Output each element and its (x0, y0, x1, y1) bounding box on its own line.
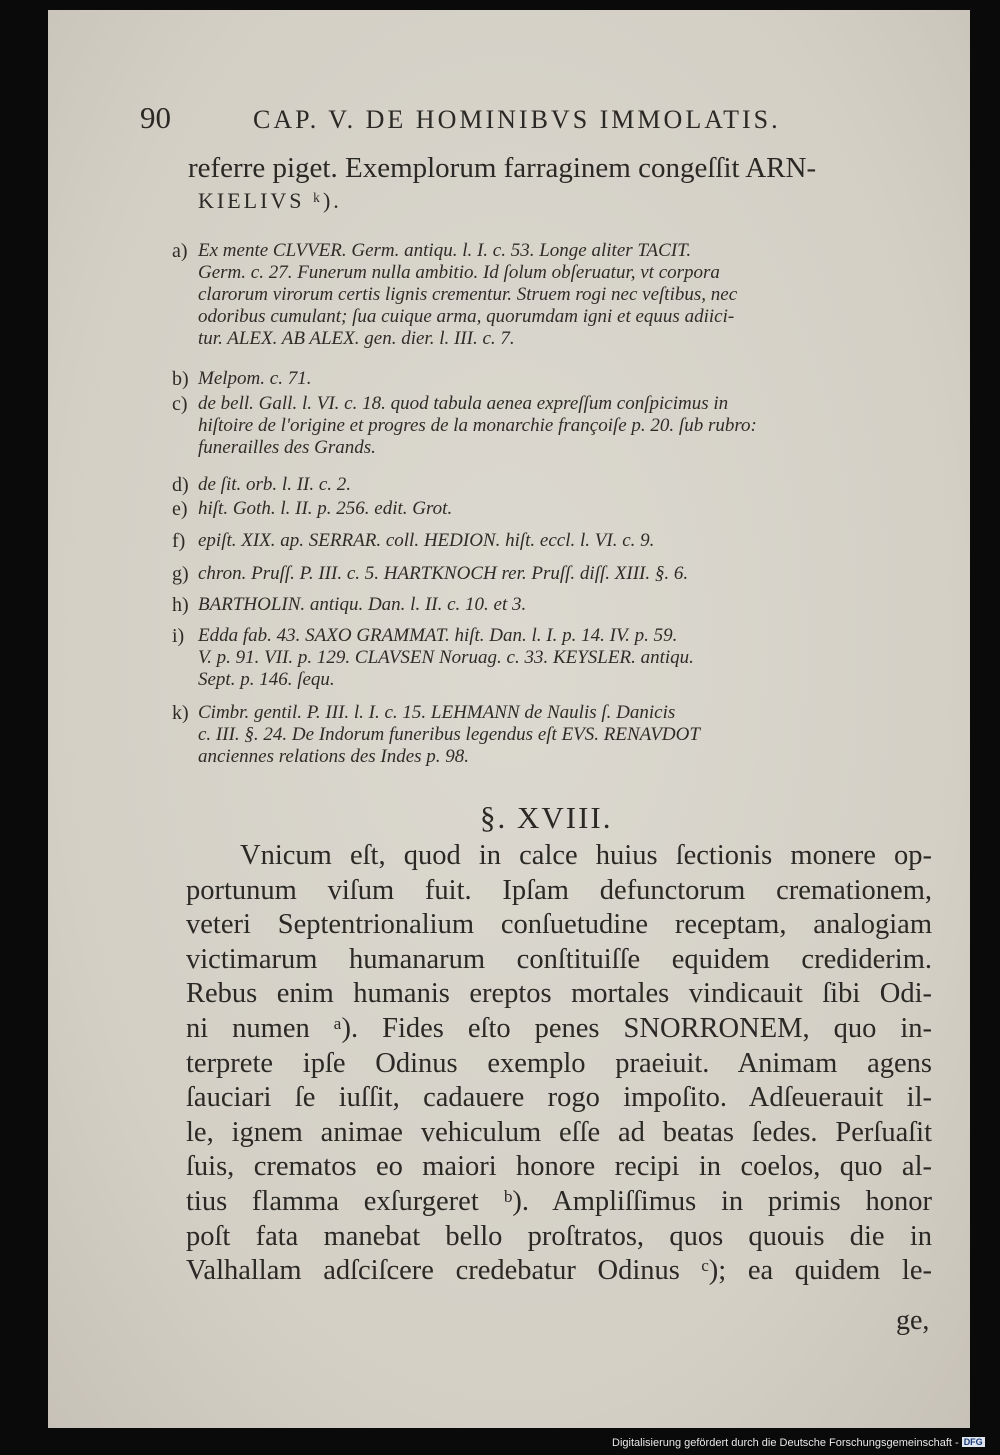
footnote-line: Sept. p. 146. ſequ. (198, 669, 335, 690)
body-line: victimarum humanarum conſtituiſſe equidem crediderim. (186, 943, 932, 975)
footnote-line: Ex mente CLVVER. Germ. antiqu. l. I. c. 53. Longe aliter TACIT. (198, 240, 692, 261)
footnote-line: BARTHOLIN. antiqu. Dan. l. II. c. 10. et 3. (198, 594, 527, 615)
footnote-line: tur. ALEX. AB ALEX. gen. dier. l. III. c. 7. (198, 328, 515, 349)
footnote-line: anciennes relations des Indes p. 98. (198, 746, 470, 767)
footnote (172, 240, 953, 350)
body-line: tius flamma exſurgeret ᵇ). Ampliſſimus in primis honor (186, 1186, 932, 1217)
body-line: Rebus enim humanis ereptos mortales vindicauit ſibi Odi- (186, 978, 932, 1010)
body-line: le, ignem animae vehiculum eſſe ad beatas ſedes. Perſuaſit (186, 1116, 932, 1148)
footnote-marker: k) (172, 702, 189, 724)
body-line: poſt fata manebat bello proſtratos, quos quouis die in (186, 1220, 932, 1252)
footnote-marker: d) (172, 474, 189, 496)
footnote-line: chron. Pruſſ. P. III. c. 5. HARTKNOCH rer. Pruſſ. diſſ. XIII. §. 6. (198, 563, 689, 584)
body-line: ſuis, crematos eo maiori honore recipi in coelos, quo al- (186, 1151, 932, 1183)
intro-line-2: KIELIVS ᵏ). (198, 188, 342, 213)
footnote-line: c. III. §. 24. De Indorum funeribus legendus eſt EVS. RENAVDOT (198, 724, 700, 745)
footnote (172, 530, 953, 552)
footnote-marker: e) (172, 498, 188, 520)
footnote (172, 702, 953, 768)
body-line: Valhallam adſciſcere credebatur Odinus ᶜ); ea quidem le- (186, 1255, 932, 1287)
footnote (172, 625, 953, 691)
footnote-marker: i) (172, 625, 185, 647)
body-line: ſauciari ſe iuſſit, cadauere rogo impoſito. Adſeuerauit il- (186, 1082, 932, 1114)
dfg-logo: DFG (963, 1437, 983, 1447)
footnote-line: funerailles des Grands. (198, 437, 376, 458)
footnote (172, 563, 953, 585)
footnote-marker: b) (172, 368, 189, 390)
footnote-line: odoribus cumulant; ſua cuique arma, quorumdam igni et equus adiici- (198, 306, 735, 327)
footnote-line: Melpom. c. 71. (198, 368, 312, 389)
footnote-marker: g) (172, 563, 189, 585)
footer-text: Digitalisierung gefördert durch die Deutsche Forschungsgemeinschaft - (612, 1437, 959, 1449)
footnote-line: clarorum virorum certis lignis crementur. Struem rogi nec veſtibus, nec (198, 284, 738, 305)
footnote-marker: c) (172, 393, 188, 415)
footnote-line: Cimbr. gentil. P. III. l. I. c. 15. LEHMANN de Naulis ſ. Danicis (198, 702, 676, 723)
footnote-marker: h) (172, 594, 189, 616)
footnote-line: Edda fab. 43. SAXO GRAMMAT. hiſt. Dan. l. I. p. 14. IV. p. 59. (198, 625, 678, 646)
page-number: 90 (140, 100, 171, 135)
footnote-line: de ſit. orb. l. II. c. 2. (198, 474, 352, 495)
footnote-marker: f) (172, 530, 186, 552)
body-line: Vnicum eſt, quod in calce huius ſectionis monere op- (240, 840, 932, 871)
footnote-line: de bell. Gall. l. VI. c. 18. quod tabula aenea expreſſum conſpicimus in (198, 393, 729, 414)
intro-line-1: referre piget. Exemplorum farraginem congeſſit ARN- (188, 152, 817, 184)
footnote (172, 474, 953, 496)
footnote-line: hiſtoire de l'origine et progres de la monarchie françoiſe p. 20. ſub rubro: (198, 415, 757, 436)
footnote-marker: a) (172, 240, 188, 262)
footnote-line: Germ. c. 27. Funerum nulla ambitio. Id ſolum obſeruatur, vt corpora (198, 262, 720, 283)
body-line: veteri Septentrionalium conſuetudine receptam, analogiam (186, 909, 932, 941)
body-line: ni numen ᵃ). Fides eſto penes SNORRONEM, quo in- (186, 1013, 932, 1044)
footnote-line: epiſt. XIX. ap. SERRAR. coll. HEDION. hiſt. eccl. l. VI. c. 9. (198, 530, 655, 551)
running-title: CAP. V. DE HOMINIBVS IMMOLATIS. (253, 105, 781, 134)
catchword: ge, (896, 1305, 930, 1336)
footnote-line: V. p. 91. VII. p. 129. CLAVSEN Noruag. c. 33. KEYSLER. antiqu. (198, 647, 694, 668)
footnote (172, 594, 953, 616)
body-line: portunum viſum fuit. Ipſam defunctorum cremationem, (186, 874, 932, 906)
footnote-line: hiſt. Goth. l. II. p. 256. edit. Grot. (198, 498, 453, 519)
footnote (172, 393, 953, 459)
footnote (172, 498, 953, 520)
body-line: terprete ipſe Odinus exemplo praeiuit. Animam agens (186, 1047, 932, 1079)
section-title: §. XVIII. (480, 800, 613, 835)
footnote (172, 368, 953, 390)
digitization-footer (612, 1437, 985, 1449)
